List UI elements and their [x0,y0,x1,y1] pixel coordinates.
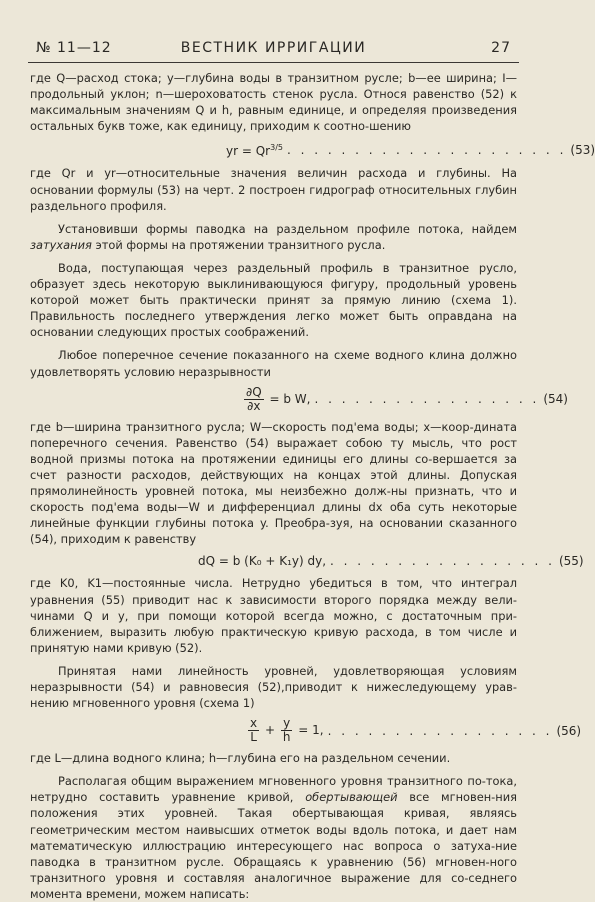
issue-number: № 11—12 [36,40,112,56]
formula-55-leader: . . . . . . . . . . . . . . . . . [330,554,555,569]
page-header [28,34,519,63]
paragraph: где L—длина водного клина; h—глубина его на раздельном сечении. [30,751,451,766]
paragraph: Вода, поступающая через раздельный профиль в транзитное русло, образует здесь некоторую выклинивающуюся фигуру, продольный уровень которой может быть практически принят за прямую линию (схема 1). Правильность последнего утверждения легко может быть оправдана на основании следующих простых соображений. [30,260,517,340]
formula-53 [30,140,595,159]
paragraph: где K0, K1—постоянные числа. Нетрудно убедиться в том, что интеграл уравнения (55) приводит нас к зависимости второго порядка между вели-чинами Q и y, при помощи которой всегда можно, с достаточным при-ближением, выразить любую практическую кривую расхода, в том числе и принятую нами кривую (52). [30,576,517,655]
formula-56-rhs: = 1, [298,723,324,738]
formula-53-leader: . . . . . . . . . . . . . . . . . . . . . [286,142,567,157]
formula-53-lhs: yr = Qr [226,144,271,159]
paragraph: Располагая общим выражением мгновенного уровня транзитного по-тока, нетрудно составить уравнение кривой, обертывающей все мгновен-ния положения этих уровней. Такая обертывающая кривая, являясь геометрическим местом наивысших отметок воды вдоль потока, и дает нам математическую иллюстрацию интересующего нас вопроса о затуха-ние паводка в транзитном русле. Обращаясь к уравнению (56) мгновен-ного транзитного уровня и составляя аналогичное выражение для со-седнего момента времени, можем написать: [30,774,517,901]
formula-55 [30,553,584,569]
paragraph: Любое поперечное сечение показанного на схеме водного клина должно удовлетворять условию неразрывности [30,348,517,379]
formula-54-rhs: = b W, [269,391,311,406]
paragraph: где b—ширина транзитного русла; W—скорость под'ема воды; x—коор-дината поперечного сечения. Равенство (54) выражает собою ту мысль, что рост водной призмы потока на протяжении единицы его длины со-вершается за счет разности расходов, действующих на концах этой длины. Допуская прямолинейность уровней потока, мы неизбежно долж-ны признать, что и скорость под'ема воды—W и дифференциал длины dx оба суть некоторые линейные функции глубины потока y. Преобра-зуя, на основании сказанного (54), приходим к равенству [30,419,517,547]
formula-53-exponent: 3/5 [270,143,283,153]
paragraph: где Q—расход стока; y—глубина воды в транзитном русле; b—ее ширина; I—продольный уклон; n—шероховатость стенок русла. Относя равенство (52) к максимальным значениям Q и h, равным единице, и определяя произведения остальных букв тоже, как единицу, приходим к соотно-шению [30,71,517,134]
paragraph: Принятая нами линейность уровней, удовлетворяющая условиям неразрывности (54) и равновесия (52),приводит к нижеследующему урав-нению мгновенного уровня (схема 1) [30,663,517,711]
formula-54-leader: . . . . . . . . . . . . . . . . . [314,392,540,407]
formula-56-fraction-x-l: $\frac{x}{L}$ [250,716,258,745]
formula-56-fraction-y-h: $\frac{y}{h}$ [282,716,291,745]
paragraph: где Qr и yr—относительные значения величин расхода и глубины. На основании формулы (53) на черт. 2 построен гидрограф относительных глубин раздельного профиля. [30,166,517,213]
formula-55-expression: dQ = b (K₀ + K₁y) dy, [198,554,327,569]
journal-title: ВЕСТНИК ИРРИГАЦИИ [180,40,367,56]
formula-54-number: (54) [543,392,568,407]
formula-54 [30,384,568,413]
formula-56-leader: . . . . . . . . . . . . . . . . . [327,723,553,738]
article-body [30,70,595,902]
emphasis: затухания [30,237,92,252]
page-number: 27 [491,40,511,56]
emphasis: обертывающей [305,790,398,805]
formula-56: $\frac{x}{L}$ + $\frac{y}{h}$ = 1, . . . . . . . . . . . . . . . . . (56) [250,716,582,745]
paragraph: Установивши формы паводка на раздельном профиле потока, найдем затухания этой формы на протяжении транзитного русла. [30,221,517,252]
formula-54-fraction: $\frac{\partial Q}{\partial x}$ [246,384,262,413]
formula-56-number: (56) [556,723,582,738]
formula-53-number: (53) [570,142,595,157]
formula-55-number: (55) [558,554,584,569]
